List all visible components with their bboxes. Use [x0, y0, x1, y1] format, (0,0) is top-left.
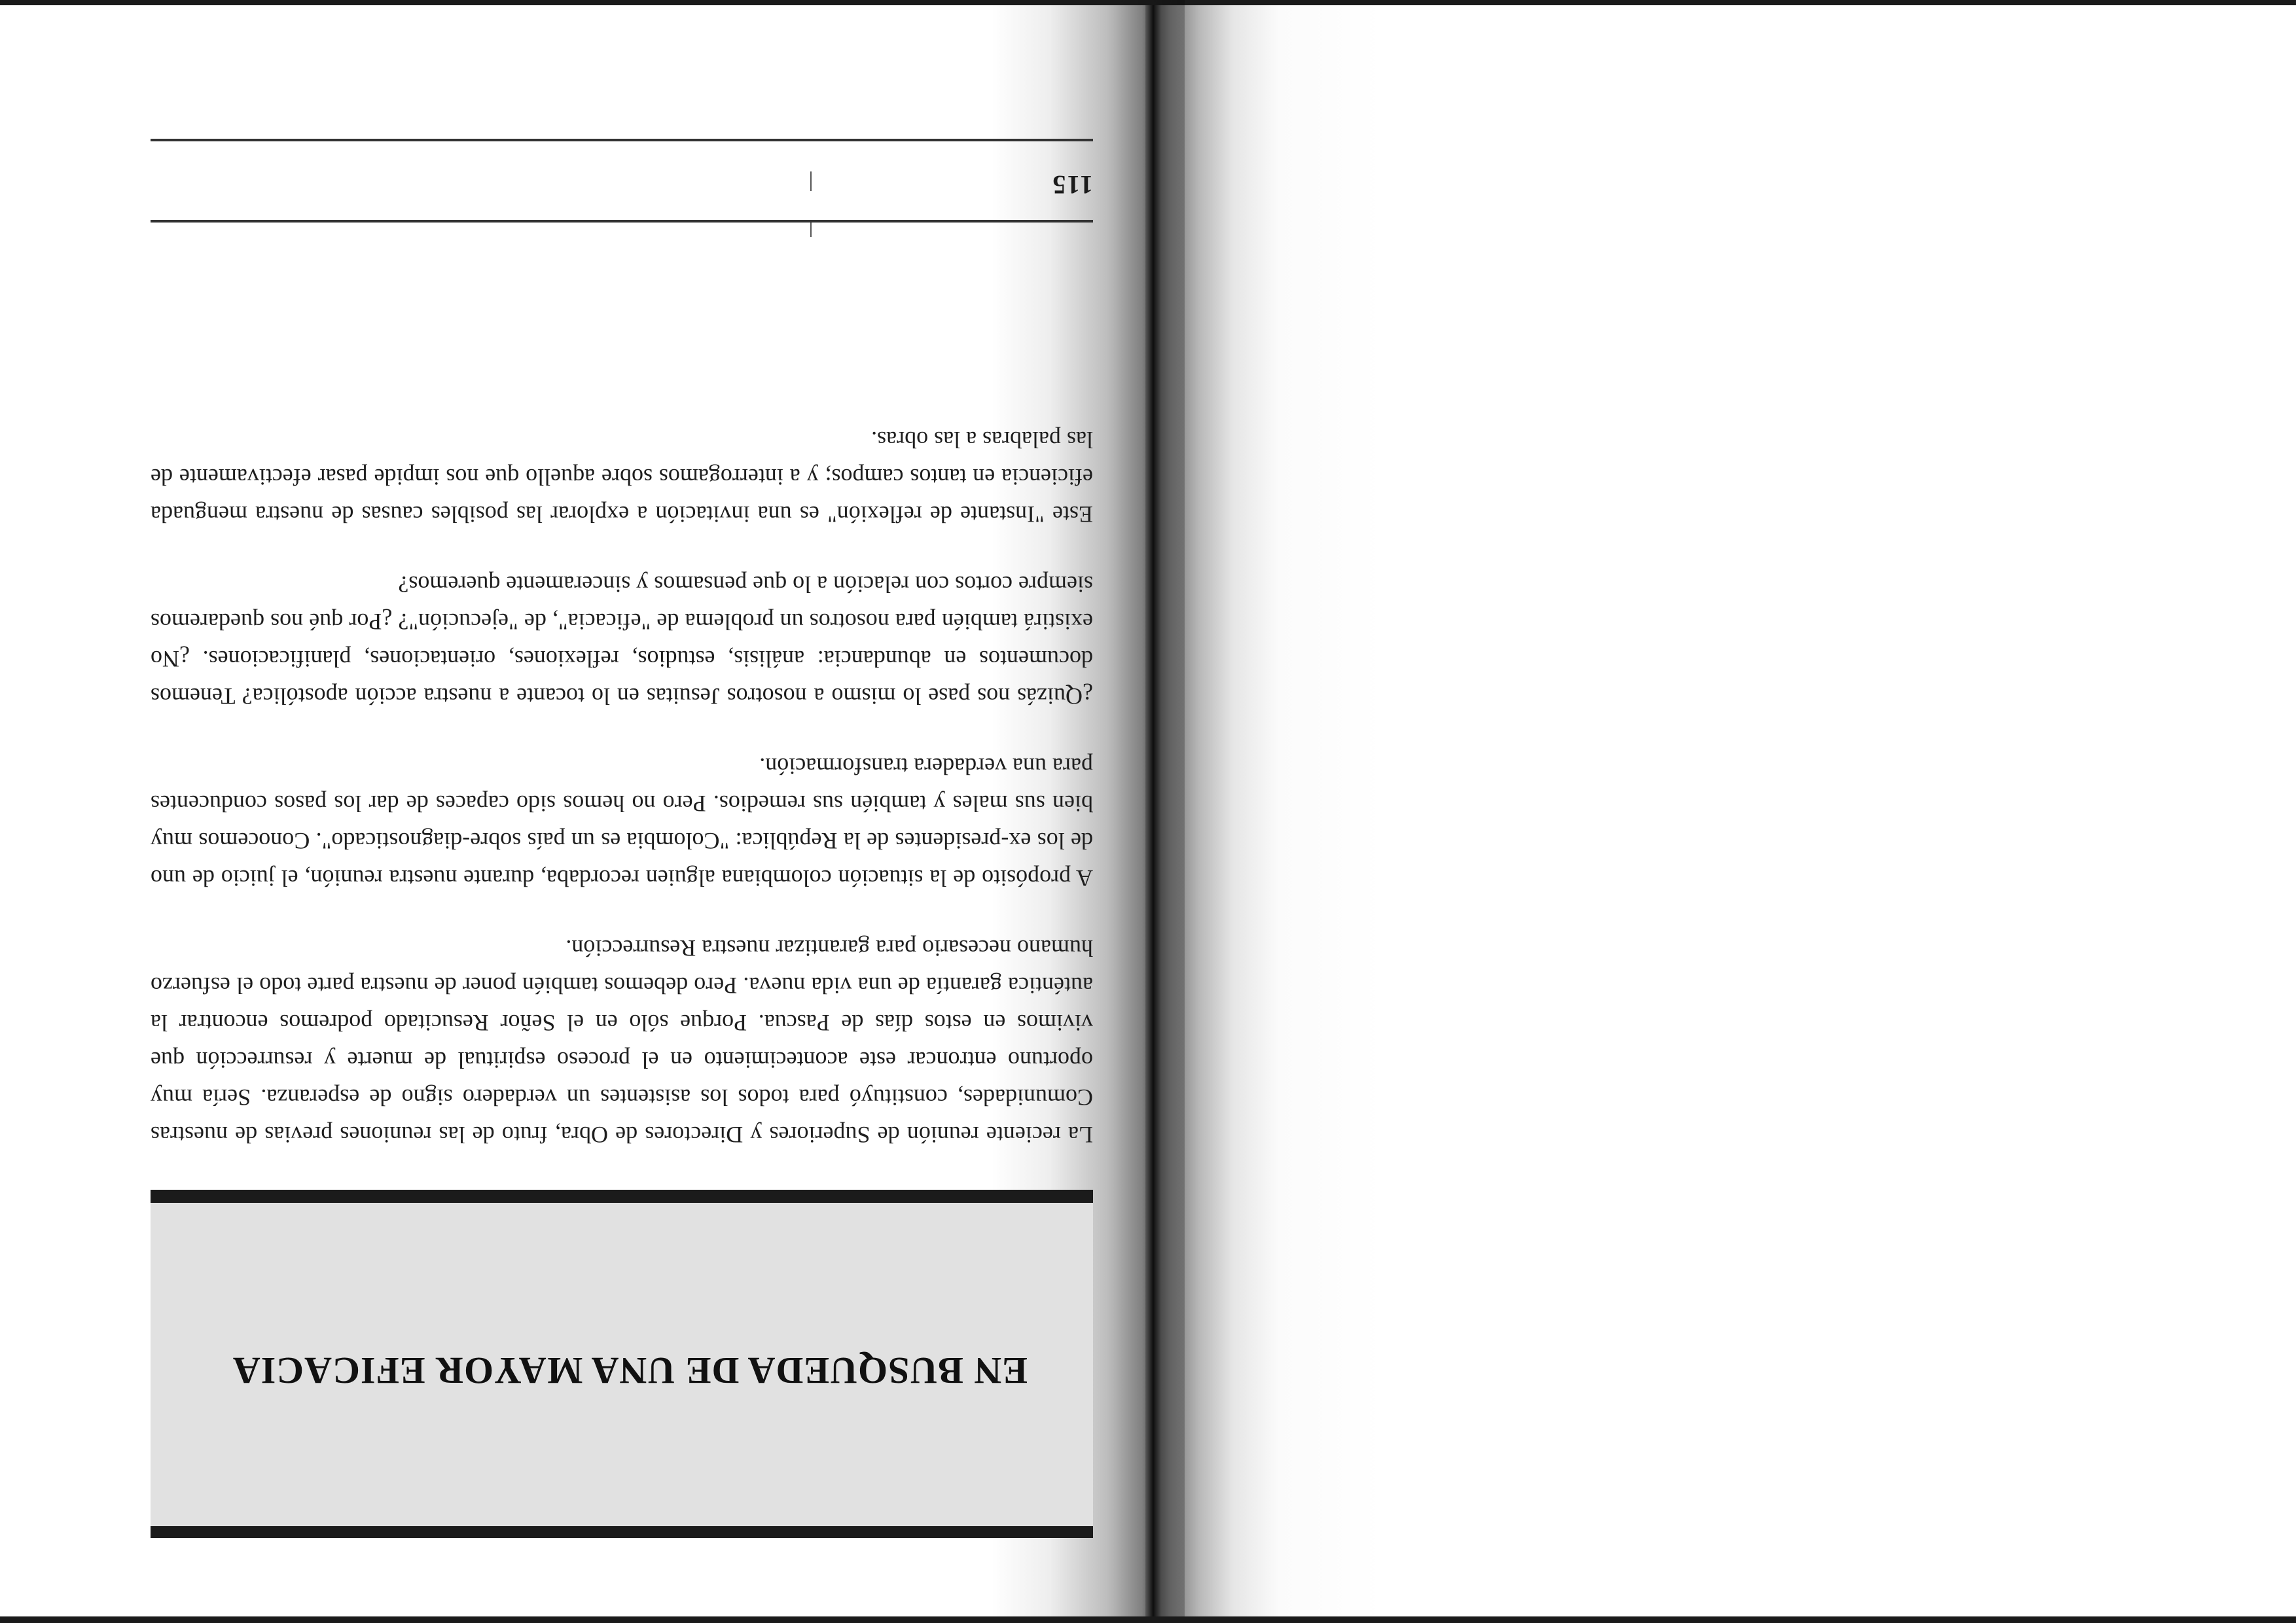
- stray-mark: [810, 223, 812, 237]
- article-body: [151, 388, 1093, 1153]
- paragraph-3: ¿Quizás nos pase lo mismo a nosotros Jesuitas en lo tocante a nuestra acción apostólica? Tenemos documentos en abundancia: análisis, estudios, reflexiones, orientaciones, planificaciones. ¿No existirá también para nosotros un problema de "eficacia", de "ejecución"? ¿Por qué nos quedaremos siempre cortos con relación a lo que pensamos y sinceramente queremos?: [151, 571, 1093, 709]
- article-title: EN BUSQUEDA DE UNA MAYOR EFICACIA: [232, 1349, 1028, 1392]
- paragraph-4: Este "Instante de reflexión" es una invitación a explorar las posibles causas de nuestra menguada eficiencia en tantos campos; y a interrogamos sobre aquello que nos impide pasar efectivamente de las palabras a las obras.: [151, 427, 1093, 527]
- footer-rule-top: [151, 220, 1093, 223]
- book-gutter: [1145, 5, 1161, 1616]
- paragraph-2: A propósito de la situación colombiana alguien recordaba, durante nuestra reunión, el juicio de uno de los ex-presidentes de la República: "Colombia es un país sobre-diagnosticado". Conocemos muy bien sus males y también sus remedios. Pero no hemos sido capaces de dar los pasos conducentes para una verdadera transformación.: [151, 753, 1093, 891]
- right-page-blank: [1153, 5, 2296, 1616]
- title-rule-bottom: [151, 1190, 1093, 1203]
- page-number: 115: [1051, 170, 1093, 200]
- page-footer: [151, 98, 1093, 223]
- scan-border-bottom: [0, 1616, 2296, 1623]
- footer-rule-bottom: [151, 139, 1093, 141]
- printed-content-upside-down: [151, 98, 1093, 1538]
- paragraph-1: La reciente reunión de Superiores y Directores de Obra, fruto de las reuniones previas de nuestras Comunidades, constituyó para todos los asistentes un verdadero signo de esperanza. Sería muy oportuno entroncar este acontecimiento en el proceso espiritual de muerte y resurrección que vivimos en estos días de Pascua. Porque sólo en el Señor Resucitado podremos encontrar la auténtica garantía de una vida nueva. Pero debemos también poner de nuestra parte todo el esfuerzo humano necesario para garantizar nuestra Resurrección.: [151, 935, 1093, 1148]
- stray-mark: [810, 171, 812, 191]
- title-block: [151, 1185, 1093, 1538]
- title-rule-top: [151, 1526, 1093, 1538]
